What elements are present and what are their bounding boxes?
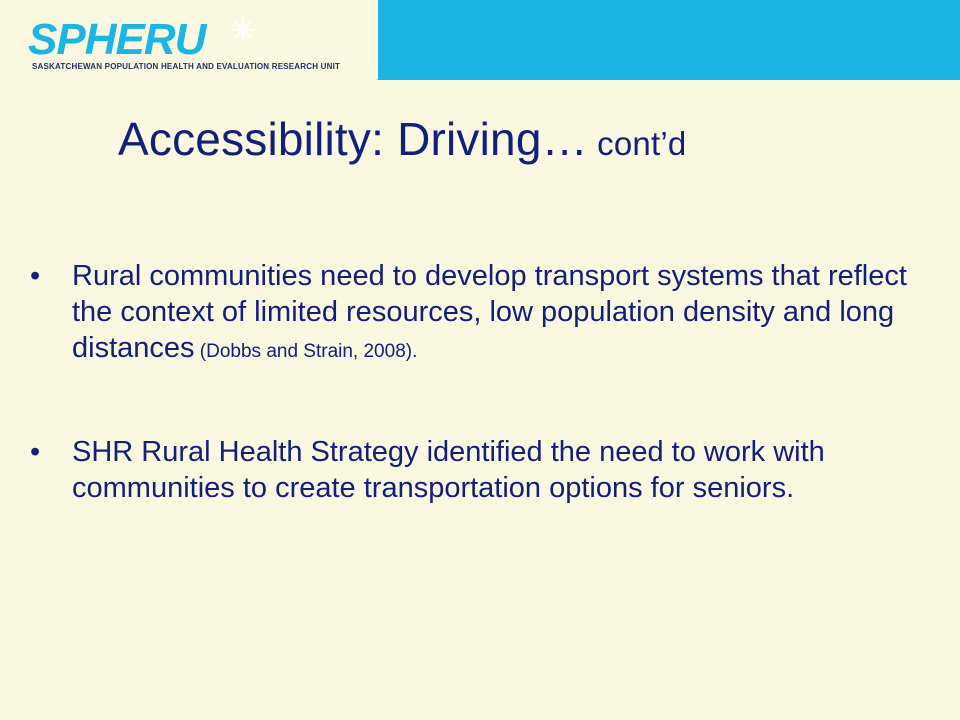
bullet-citation: (Dobbs and Strain, 2008). [194, 341, 418, 362]
logo-subtitle: SASKATCHEWAN POPULATION HEALTH AND EVALUATION RESEARCH UNIT [32, 62, 341, 71]
bullet-body: SHR Rural Health Strategy identified the need to work with communities to create transportation options for seniors. [72, 436, 825, 504]
bullet-body: Rural communities need to develop transport systems that reflect the context of limited resources, low population density and long distances [72, 260, 907, 364]
header-band [0, 0, 960, 80]
bullet-text [72, 258, 910, 370]
sunburst-icon [231, 18, 255, 42]
slide-title-suffix: cont’d [587, 125, 687, 162]
bullet-dot-icon: • [30, 260, 41, 292]
logo [0, 0, 378, 80]
slide-title [118, 112, 686, 166]
spheru-logo-icon [28, 14, 268, 62]
bullet-dot-icon: • [30, 436, 41, 468]
bullet-item-rural-transport [30, 258, 910, 370]
bullet-text [72, 434, 910, 506]
bullet-list [30, 258, 910, 506]
slide-title-main: Accessibility: Driving… [118, 113, 588, 165]
logo-wordmark: SPHERU [28, 15, 206, 62]
bullet-item-shr-strategy [30, 434, 910, 506]
